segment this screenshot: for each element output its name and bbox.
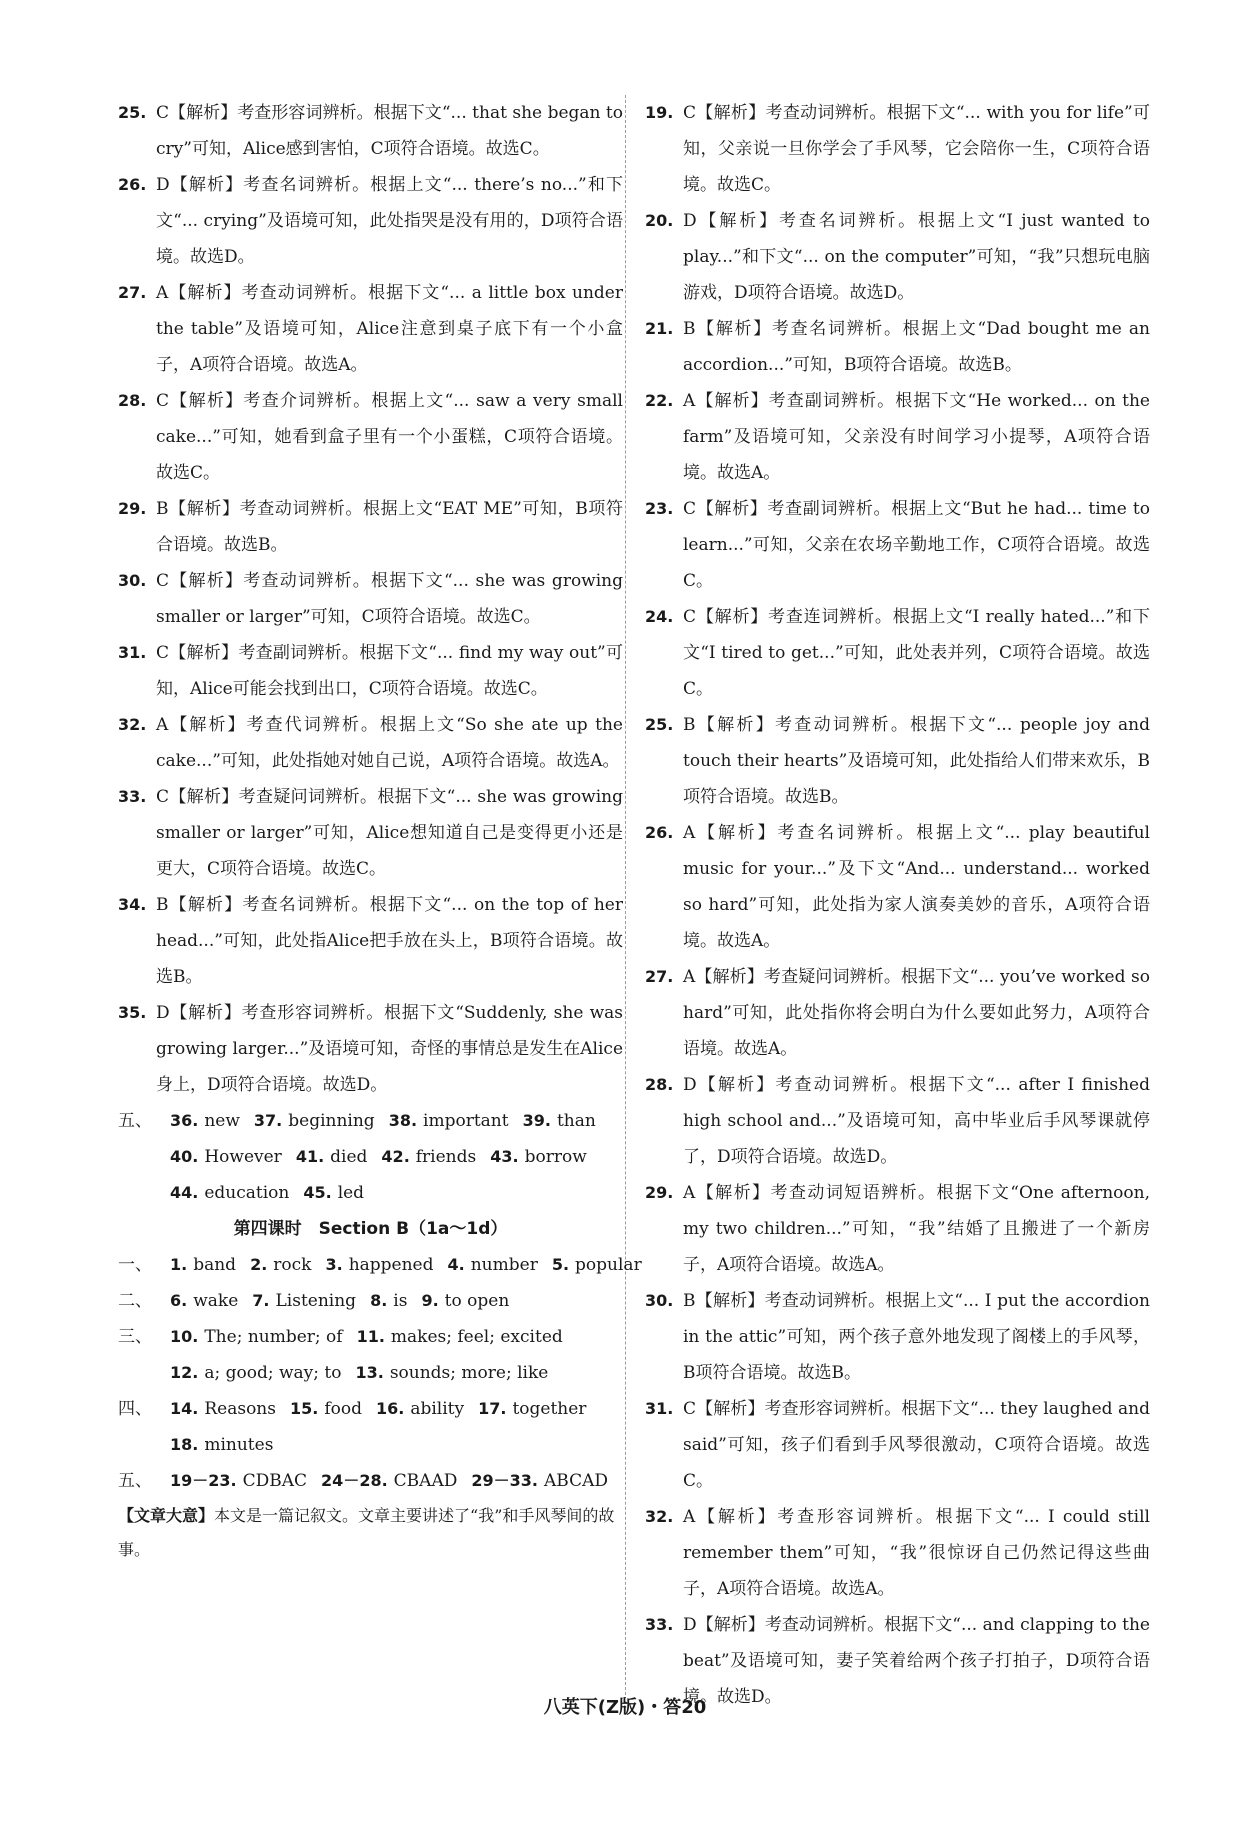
section-mark: 四、 xyxy=(118,1399,152,1419)
question-number: 13. xyxy=(355,1363,384,1382)
question-number: 45. xyxy=(303,1183,332,1202)
answer-value: CBAAD xyxy=(393,1471,458,1491)
answer-line xyxy=(118,1463,623,1499)
explanation-text: A【解析】考查副词辨析。根据下文“He worked... on the farm”及语境可知，父亲没有时间学习小提琴，A项符合语境。故选A。 xyxy=(683,391,1150,483)
section-mark: 一、 xyxy=(118,1255,152,1275)
explanation-text: A【解析】考查形容词辨析。根据下文“... I could still remember them”可知，“我”很惊讶自己仍然记得这些曲子，A项符合语境。故选A。 xyxy=(683,1507,1150,1599)
question-number: 28. xyxy=(645,1075,674,1094)
answer-entry xyxy=(645,311,1150,383)
section-mark: 五、 xyxy=(118,1111,152,1131)
question-number: 25. xyxy=(118,103,147,122)
column-divider xyxy=(625,95,626,1695)
answer-value: sounds; more; like xyxy=(389,1363,549,1383)
question-number: 34. xyxy=(118,895,147,914)
question-number: 41. xyxy=(295,1147,325,1166)
answer-line xyxy=(118,1139,623,1175)
answer-value: CDBAC xyxy=(242,1471,308,1491)
explanation-text: B【解析】考查名词辨析。根据下文“... on the top of her head...”可知，此处指Alice把手放在头上，B项符合语境。故选B。 xyxy=(156,895,623,987)
explanation-text: C【解析】考查连词辨析。根据上文“I really hated...”和下文“I tired to get...”可知，此处表并列，C项符合语境。故选C。 xyxy=(683,607,1150,699)
question-number: 16. xyxy=(375,1399,405,1418)
answer-value: important xyxy=(423,1111,509,1131)
answer-entry xyxy=(645,707,1150,815)
answer-value: led xyxy=(337,1183,365,1203)
question-number: 36. xyxy=(170,1111,199,1130)
question-number: 20. xyxy=(645,211,674,230)
answer-entry xyxy=(118,635,623,707)
explanation-text: A【解析】考查动词辨析。根据下文“... a little box under the table”及语境可知，Alice注意到桌子底下有一个小盒子，A项符合语境。故选A。 xyxy=(156,283,623,375)
explanation-text: C【解析】考查疑问词辨析。根据下文“... she was growing smaller or larger”可知，Alice想知道自己是变得更小还是更大，C项符合语境。故选C。 xyxy=(156,787,623,879)
explanation-text: D【解析】考查名词辨析。根据上文“... there’s no...”和下文“... crying”及语境可知，此处指哭是没有用的，D项符合语境。故选D。 xyxy=(156,175,623,267)
question-number: 24. xyxy=(645,607,674,626)
explanation-text: B【解析】考查名词辨析。根据上文“Dad bought me an accordion...”可知，B项符合语境。故选B。 xyxy=(683,319,1150,375)
question-number: 29. xyxy=(118,499,147,518)
question-number: 22. xyxy=(645,391,674,410)
answer-entry xyxy=(118,383,623,491)
page-footer: 八英下(Z版)・答20 xyxy=(543,1697,707,1718)
answer-value: happened xyxy=(348,1255,434,1275)
explanation-text: D【解析】考查动词辨析。根据下文“... after I finished high school and...”及语境可知，高中毕业后手风琴课就停了，D项符合语境。故选D。 xyxy=(683,1075,1150,1167)
question-number: 1. xyxy=(170,1255,188,1274)
answer-entry xyxy=(645,599,1150,707)
explanation-text: A【解析】考查代词辨析。根据上文“So she ate up the cake...”可知，此处指她对她自己说，A项符合语境。故选A。 xyxy=(156,715,623,771)
question-number: 28. xyxy=(118,391,147,410)
answer-entry xyxy=(118,491,623,563)
question-number: 15. xyxy=(289,1399,319,1418)
answer-entry xyxy=(645,1175,1150,1283)
answer-value: popular xyxy=(575,1255,642,1275)
answer-entry xyxy=(645,95,1150,203)
answer-entry xyxy=(645,383,1150,491)
question-number: 10. xyxy=(170,1327,199,1346)
explanation-text: A【解析】考查名词辨析。根据上文“... play beautiful music for your...”及下文“And... understand... worked so hard”可知，此处指为家人演奏美妙的音乐，A项符合语境。故选A。 xyxy=(683,823,1150,951)
answer-value: than xyxy=(556,1111,596,1131)
question-number: 32. xyxy=(645,1507,674,1526)
summary-tag: 【文章大意】 xyxy=(118,1506,215,1525)
question-number: 19. xyxy=(645,103,674,122)
question-number: 14. xyxy=(170,1399,199,1418)
answer-value: minutes xyxy=(204,1435,274,1455)
answer-entry xyxy=(118,995,623,1103)
answer-value: new xyxy=(204,1111,240,1131)
explanation-text: D【解析】考查名词辨析。根据上文“I just wanted to play...”和下文“... on the computer”可知，“我”只想玩电脑游戏，D项符合语境。故选D。 xyxy=(683,211,1150,303)
answer-value: friends xyxy=(415,1147,477,1167)
answer-line xyxy=(118,1427,623,1463)
question-number: 29－33. xyxy=(471,1471,538,1490)
answer-entry xyxy=(118,563,623,635)
question-number: 25. xyxy=(645,715,674,734)
answer-entry xyxy=(118,887,623,995)
answer-entry xyxy=(645,1067,1150,1175)
answer-entry xyxy=(118,275,623,383)
answer-value: ABCAD xyxy=(543,1471,608,1491)
right-column xyxy=(645,95,1150,1715)
question-number: 42. xyxy=(381,1147,410,1166)
question-number: 40. xyxy=(170,1147,199,1166)
section-mark: 五、 xyxy=(118,1471,152,1491)
answer-entry xyxy=(118,779,623,887)
question-number: 23. xyxy=(645,499,674,518)
answer-line xyxy=(118,1247,642,1283)
answer-entry xyxy=(118,95,623,167)
answer-line xyxy=(118,1103,623,1139)
answer-line xyxy=(118,1391,623,1427)
question-number: 29. xyxy=(645,1183,674,1202)
question-number: 2. xyxy=(250,1255,268,1274)
question-number: 4. xyxy=(447,1255,465,1274)
answer-line xyxy=(118,1175,623,1211)
answer-value: wake xyxy=(193,1291,239,1311)
answer-entry xyxy=(118,707,623,779)
explanation-text: D【解析】考查形容词辨析。根据下文“Suddenly, she was growing larger...”及语境可知，奇怪的事情总是发生在Alice身上，D项符合语境。故选D。 xyxy=(156,1003,624,1095)
answer-value: beginning xyxy=(288,1111,375,1131)
answer-value: ability xyxy=(410,1399,465,1419)
question-number: 6. xyxy=(170,1291,188,1310)
explanation-text: C【解析】考查副词辨析。根据下文“... find my way out”可知，Alice可能会找到出口，C项符合语境。故选C。 xyxy=(156,643,623,699)
question-number: 5. xyxy=(551,1255,570,1274)
question-number: 33. xyxy=(118,787,147,806)
answer-value: However xyxy=(204,1147,282,1167)
question-number: 3. xyxy=(325,1255,343,1274)
article-summary xyxy=(118,1499,623,1567)
summary-text: 本文是一篇记叙文。文章主要讲述了“我”和手风琴间的故事。 xyxy=(118,1506,615,1559)
section-title: 第四课时 Section B（1a～1d） xyxy=(233,1219,508,1239)
question-number: 19－23. xyxy=(170,1471,237,1490)
question-number: 31. xyxy=(645,1399,674,1418)
question-number: 24－28. xyxy=(321,1471,388,1490)
explanation-text: C【解析】考查形容词辨析。根据下文“... they laughed and said”可知，孩子们看到手风琴很激动，C项符合语境。故选C。 xyxy=(683,1399,1150,1491)
explanation-text: B【解析】考查动词辨析。根据下文“... people joy and touch their hearts”及语境可知，此处指给人们带来欢乐，B项符合语境。故选B。 xyxy=(683,715,1150,807)
explanation-text: B【解析】考查动词辨析。根据上文“EAT ME”可知，B项符合语境。故选B。 xyxy=(156,499,623,555)
explanation-text: D【解析】考查动词辨析。根据下文“... and clapping to the beat”及语境可知，妻子笑着给两个孩子打拍子，D项符合语境。故选D。 xyxy=(683,1615,1150,1707)
answer-line xyxy=(118,1283,623,1319)
answer-entry xyxy=(645,1391,1150,1499)
answer-value: together xyxy=(512,1399,587,1419)
answer-value: education xyxy=(204,1183,290,1203)
answer-value: The; number; of xyxy=(204,1327,343,1347)
left-column xyxy=(118,95,642,1567)
answer-entry xyxy=(645,1499,1150,1607)
answer-line xyxy=(118,1319,623,1355)
question-number: 33. xyxy=(645,1615,674,1634)
explanation-text: C【解析】考查副词辨析。根据上文“But he had... time to learn...”可知，父亲在农场辛勤地工作，C项符合语境。故选C。 xyxy=(683,499,1150,591)
explanation-text: B【解析】考查动词辨析。根据上文“... I put the accordion in the attic”可知，两个孩子意外地发现了阁楼上的手风琴，B项符合语境。故选B。 xyxy=(683,1291,1150,1383)
answer-value: Reasons xyxy=(204,1399,276,1419)
explanation-text: C【解析】考查形容词辨析。根据下文“... that she began to cry”可知，Alice感到害怕，C项符合语境。故选C。 xyxy=(156,103,623,159)
answer-value: is xyxy=(393,1291,408,1311)
question-number: 27. xyxy=(645,967,674,986)
question-number: 8. xyxy=(370,1291,388,1310)
answer-value: number xyxy=(470,1255,538,1275)
answer-value: to open xyxy=(444,1291,510,1311)
question-number: 30. xyxy=(118,571,147,590)
explanation-text: A【解析】考查动词短语辨析。根据下文“One afternoon, my two children...”可知，“我”结婚了且搬进了一个新房子，A项符合语境。故选A。 xyxy=(683,1183,1150,1275)
answer-value: rock xyxy=(273,1255,312,1275)
answer-value: borrow xyxy=(524,1147,587,1167)
question-number: 32. xyxy=(118,715,147,734)
answer-value: a; good; way; to xyxy=(204,1363,342,1383)
explanation-text: A【解析】考查疑问词辨析。根据下文“... you’ve worked so hard”可知，此处指你将会明白为什么要如此努力，A项符合语境。故选A。 xyxy=(683,967,1150,1059)
answer-entry xyxy=(645,815,1150,959)
question-number: 39. xyxy=(522,1111,551,1130)
question-number: 17. xyxy=(478,1399,507,1418)
answer-value: band xyxy=(193,1255,237,1275)
question-number: 21. xyxy=(645,319,674,338)
section-mark: 三、 xyxy=(118,1327,152,1347)
explanation-text: C【解析】考查介词辨析。根据上文“... saw a very small cake...”可知，她看到盒子里有一个小蛋糕，C项符合语境。故选C。 xyxy=(156,391,623,483)
answer-line xyxy=(118,1355,623,1391)
question-number: 26. xyxy=(118,175,147,194)
question-number: 27. xyxy=(118,283,147,302)
question-number: 11. xyxy=(356,1327,385,1346)
answer-value: Listening xyxy=(275,1291,357,1311)
question-number: 44. xyxy=(170,1183,199,1202)
question-number: 30. xyxy=(645,1291,674,1310)
answer-entry xyxy=(645,203,1150,311)
question-number: 31. xyxy=(118,643,147,662)
question-number: 43. xyxy=(490,1147,519,1166)
answer-value: died xyxy=(330,1147,368,1167)
answer-entry xyxy=(118,167,623,275)
question-number: 12. xyxy=(170,1363,199,1382)
explanation-text: C【解析】考查动词辨析。根据下文“... she was growing smaller or larger”可知，C项符合语境。故选C。 xyxy=(156,571,623,627)
question-number: 7. xyxy=(252,1291,270,1310)
question-number: 9. xyxy=(421,1291,439,1310)
question-number: 26. xyxy=(645,823,674,842)
question-number: 35. xyxy=(118,1003,147,1022)
explanation-text: C【解析】考查动词辨析。根据下文“... with you for life”可知，父亲说一旦你学会了手风琴，它会陪你一生，C项符合语境。故选C。 xyxy=(683,103,1150,195)
answer-value: makes; feel; excited xyxy=(390,1327,563,1347)
question-number: 38. xyxy=(388,1111,418,1130)
question-number: 18. xyxy=(170,1435,199,1454)
section-mark: 二、 xyxy=(118,1291,152,1311)
answer-value: food xyxy=(324,1399,362,1419)
answer-entry xyxy=(645,491,1150,599)
question-number: 37. xyxy=(253,1111,283,1130)
answer-entry xyxy=(645,1283,1150,1391)
answer-entry xyxy=(645,959,1150,1067)
